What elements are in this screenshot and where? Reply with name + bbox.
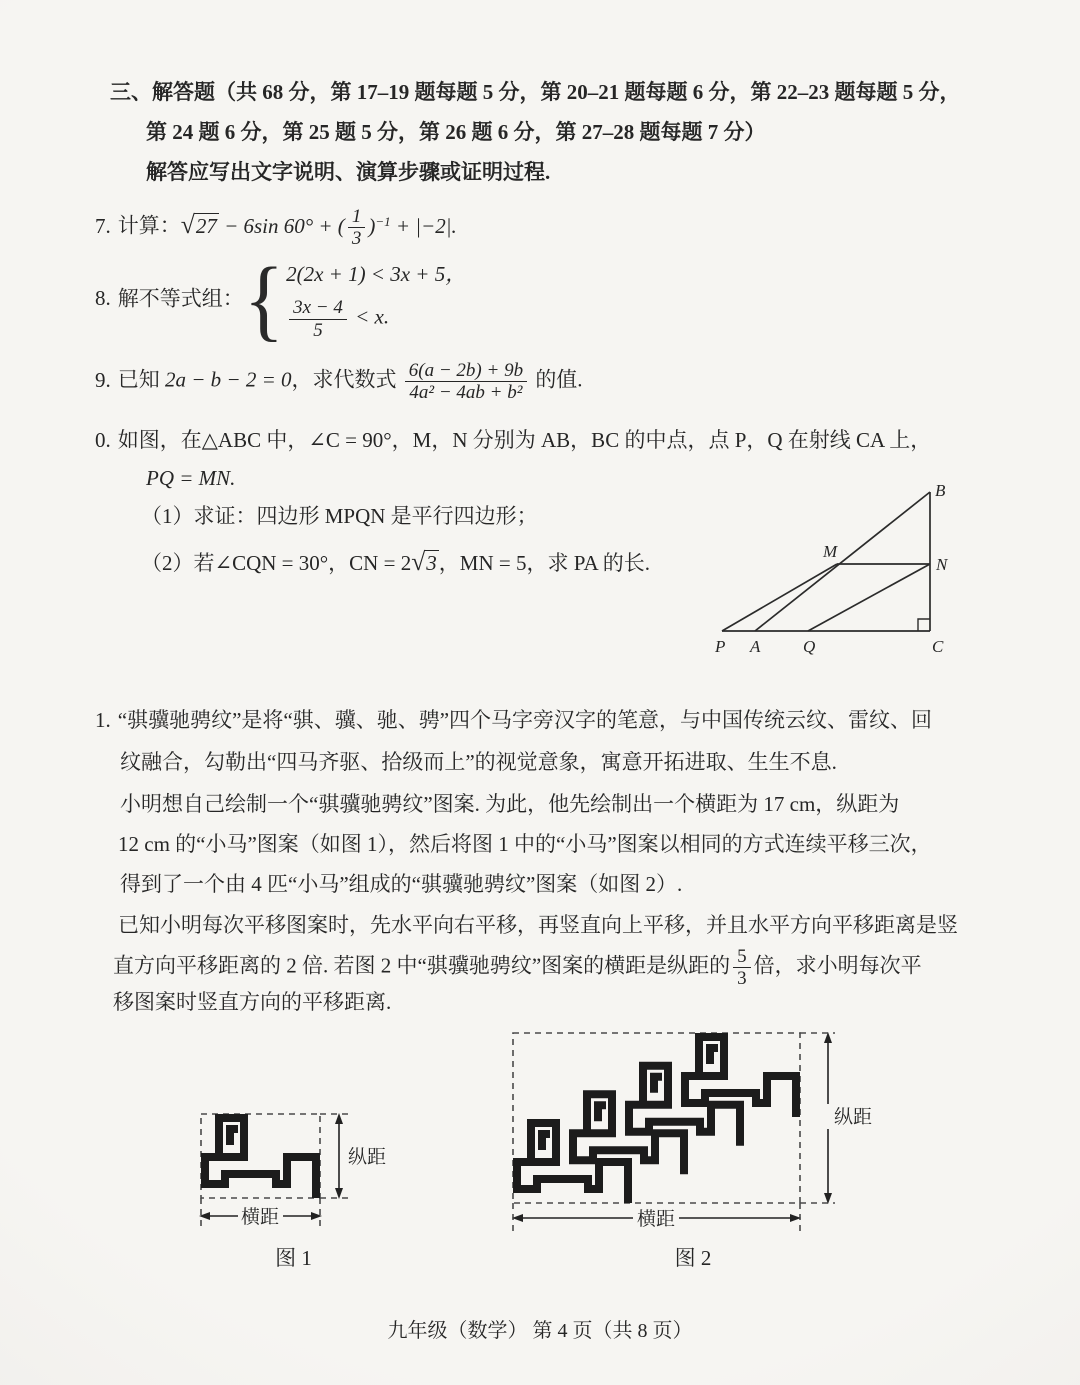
horse-pattern (205, 1118, 316, 1198)
geometry-figure (690, 478, 960, 673)
problem-21-line8: 移图案时竖直方向的平移距离. (113, 990, 392, 1014)
problem-text: 直方向平移距离的 2 倍. 若图 2 中“骐骥驰骋纹”图案的横距是纵距的 (113, 953, 731, 978)
vertical-extent-arrow (335, 1113, 343, 1199)
extent-label-vertical: 纵距 (348, 1147, 387, 1168)
inequality-system (243, 249, 467, 351)
section-header-note: 解答应写出文字说明、演算步骤或证明过程. (146, 160, 551, 184)
fraction-denominator: 5 (313, 319, 323, 341)
vertex-label-N: N (936, 555, 948, 574)
section-header-line2: 第 24 题 6 分，第 25 题 5 分，第 26 题 6 分，第 27–28 题每题 7 分） (146, 120, 766, 144)
math-segment: 2a − b − 2 = 0 (165, 367, 292, 392)
problem-19 (95, 360, 583, 404)
problem-20-part2 (141, 545, 650, 580)
problem-text: 计算： (117, 213, 181, 238)
problem-20-part1: （1）求证：四边形 MPQN 是平行四边形； (141, 504, 538, 528)
radicand: 27 (195, 213, 217, 238)
problem-text: 倍，求小明每次平 (753, 953, 922, 978)
segment-PM (722, 564, 837, 631)
vertex-label-B: B (935, 481, 946, 500)
math-segment: + |−2|. (390, 213, 457, 238)
extent-label-vertical: 纵距 (834, 1107, 873, 1128)
problem-20-line2: PQ = MN. (146, 466, 236, 490)
problem-number: 8. (95, 286, 111, 311)
vertex-label-P: P (715, 637, 726, 656)
fraction-numerator: 5 (733, 946, 751, 968)
fraction-numerator: 6(a − 2b) + 9b (405, 360, 527, 382)
figure-2-caption: 图 2 (674, 1246, 712, 1270)
sqrt-radical (180, 209, 219, 239)
fraction-denominator: 4a² − 4ab + b² (409, 382, 523, 404)
fraction (733, 946, 751, 990)
fraction (405, 360, 527, 404)
radical-sign: √ (180, 209, 195, 239)
problem-number: 7. (95, 213, 111, 238)
problem-21-line3: 小明想自己绘制一个“骐骥驰骋纹”图案. 为此，他先绘制出一个横距为 17 cm，纵距为 (120, 792, 900, 816)
system-brace: { (243, 249, 285, 351)
fraction (348, 206, 366, 250)
right-angle-mark (918, 619, 930, 631)
section-header-line1: 三、解答题（共 68 分，第 17–19 题每题 5 分，第 20–21 题每题 6 分，第 22–23 题每题 5 分， (110, 80, 961, 104)
inequality-row-2 (286, 297, 389, 341)
fraction-numerator: 3x − 4 (289, 297, 347, 319)
problem-21-line4: 12 cm 的“小马”图案（如图 1），然后将图 1 中的“小马”图案以相同的方式连续平移三次， (118, 832, 932, 856)
inequality-row-1: 2(2x + 1) < 3x + 5， (286, 262, 467, 286)
problem-text: “骐骥驰骋纹”是将“骐、骥、驰、骋”四个马字旁汉字的笔意，与中国传统云纹、雷纹、回 (117, 708, 933, 732)
vertex-label-A: A (750, 637, 761, 656)
problem-21-line6: 已知小明每次平移图案时，先水平向右平移，再竖直向上平移，并且水平方向平移距离是竖 (118, 913, 958, 937)
extent-label-horizontal: 横距 (240, 1207, 280, 1228)
problem-number: 9. (95, 367, 111, 392)
problem-20-line1 (95, 426, 931, 454)
radical-sign: √ (411, 547, 426, 576)
problem-21-line1 (95, 706, 932, 734)
problem-text: （2）若∠CQN = 30°，CN = 2 (141, 551, 412, 575)
problem-text: ，求代数式 (291, 367, 402, 392)
vertical-extent-arrow (824, 1032, 832, 1204)
radicand: 3 (426, 551, 437, 575)
fraction-numerator: 1 (348, 206, 366, 228)
extent-label-horizontal: 横距 (636, 1209, 676, 1230)
math-segment: < x. (355, 304, 390, 329)
figure-1-caption: 图 1 (275, 1246, 312, 1270)
problem-21-line7 (113, 946, 922, 990)
vertex-label-M: M (823, 542, 838, 561)
page-footer: 九年级（数学） 第 4 页（共 8 页） (387, 1320, 693, 1342)
problem-text: 解不等式组： (117, 286, 244, 311)
problem-21-line2: 纹融合，勾勒出“四马齐驱、拾级而上”的视觉意象，寓意开拓进取、生生不息. (120, 750, 837, 774)
math-segment: − 6sin 60° + ( (218, 213, 345, 238)
math-segment: ) (368, 213, 376, 238)
fraction (289, 297, 347, 341)
segment-AB (755, 492, 930, 631)
exponent: −1 (375, 213, 391, 229)
vertex-label-C: C (932, 637, 944, 656)
fraction-denominator: 3 (351, 228, 362, 250)
vertex-label-Q: Q (803, 637, 816, 656)
horse-pattern-group (517, 1037, 796, 1203)
problem-18 (95, 249, 467, 351)
sqrt-radical (411, 547, 439, 576)
figure-1 (186, 1102, 401, 1240)
math-formula (180, 206, 457, 250)
problem-text: 如图，在△ABC 中，∠C = 90°，M，N 分别为 AB，BC 的中点，点 P，Q 在射线 CA 上， (117, 428, 932, 452)
problem-number: 0. (95, 428, 111, 452)
problem-17 (95, 206, 457, 250)
figure-2 (503, 1023, 883, 1238)
problem-21-line5: 得到了一个由 4 匹“小马”组成的“骐骥驰骋纹”图案（如图 2）. (120, 872, 683, 896)
problem-text: 已知 (117, 367, 165, 392)
triangle-lines (722, 492, 930, 631)
problem-text: 的值. (530, 367, 583, 392)
problem-number: 1. (95, 708, 111, 732)
fraction-denominator: 3 (737, 968, 747, 990)
problem-text: ，MN = 5，求 PA 的长. (438, 551, 650, 575)
